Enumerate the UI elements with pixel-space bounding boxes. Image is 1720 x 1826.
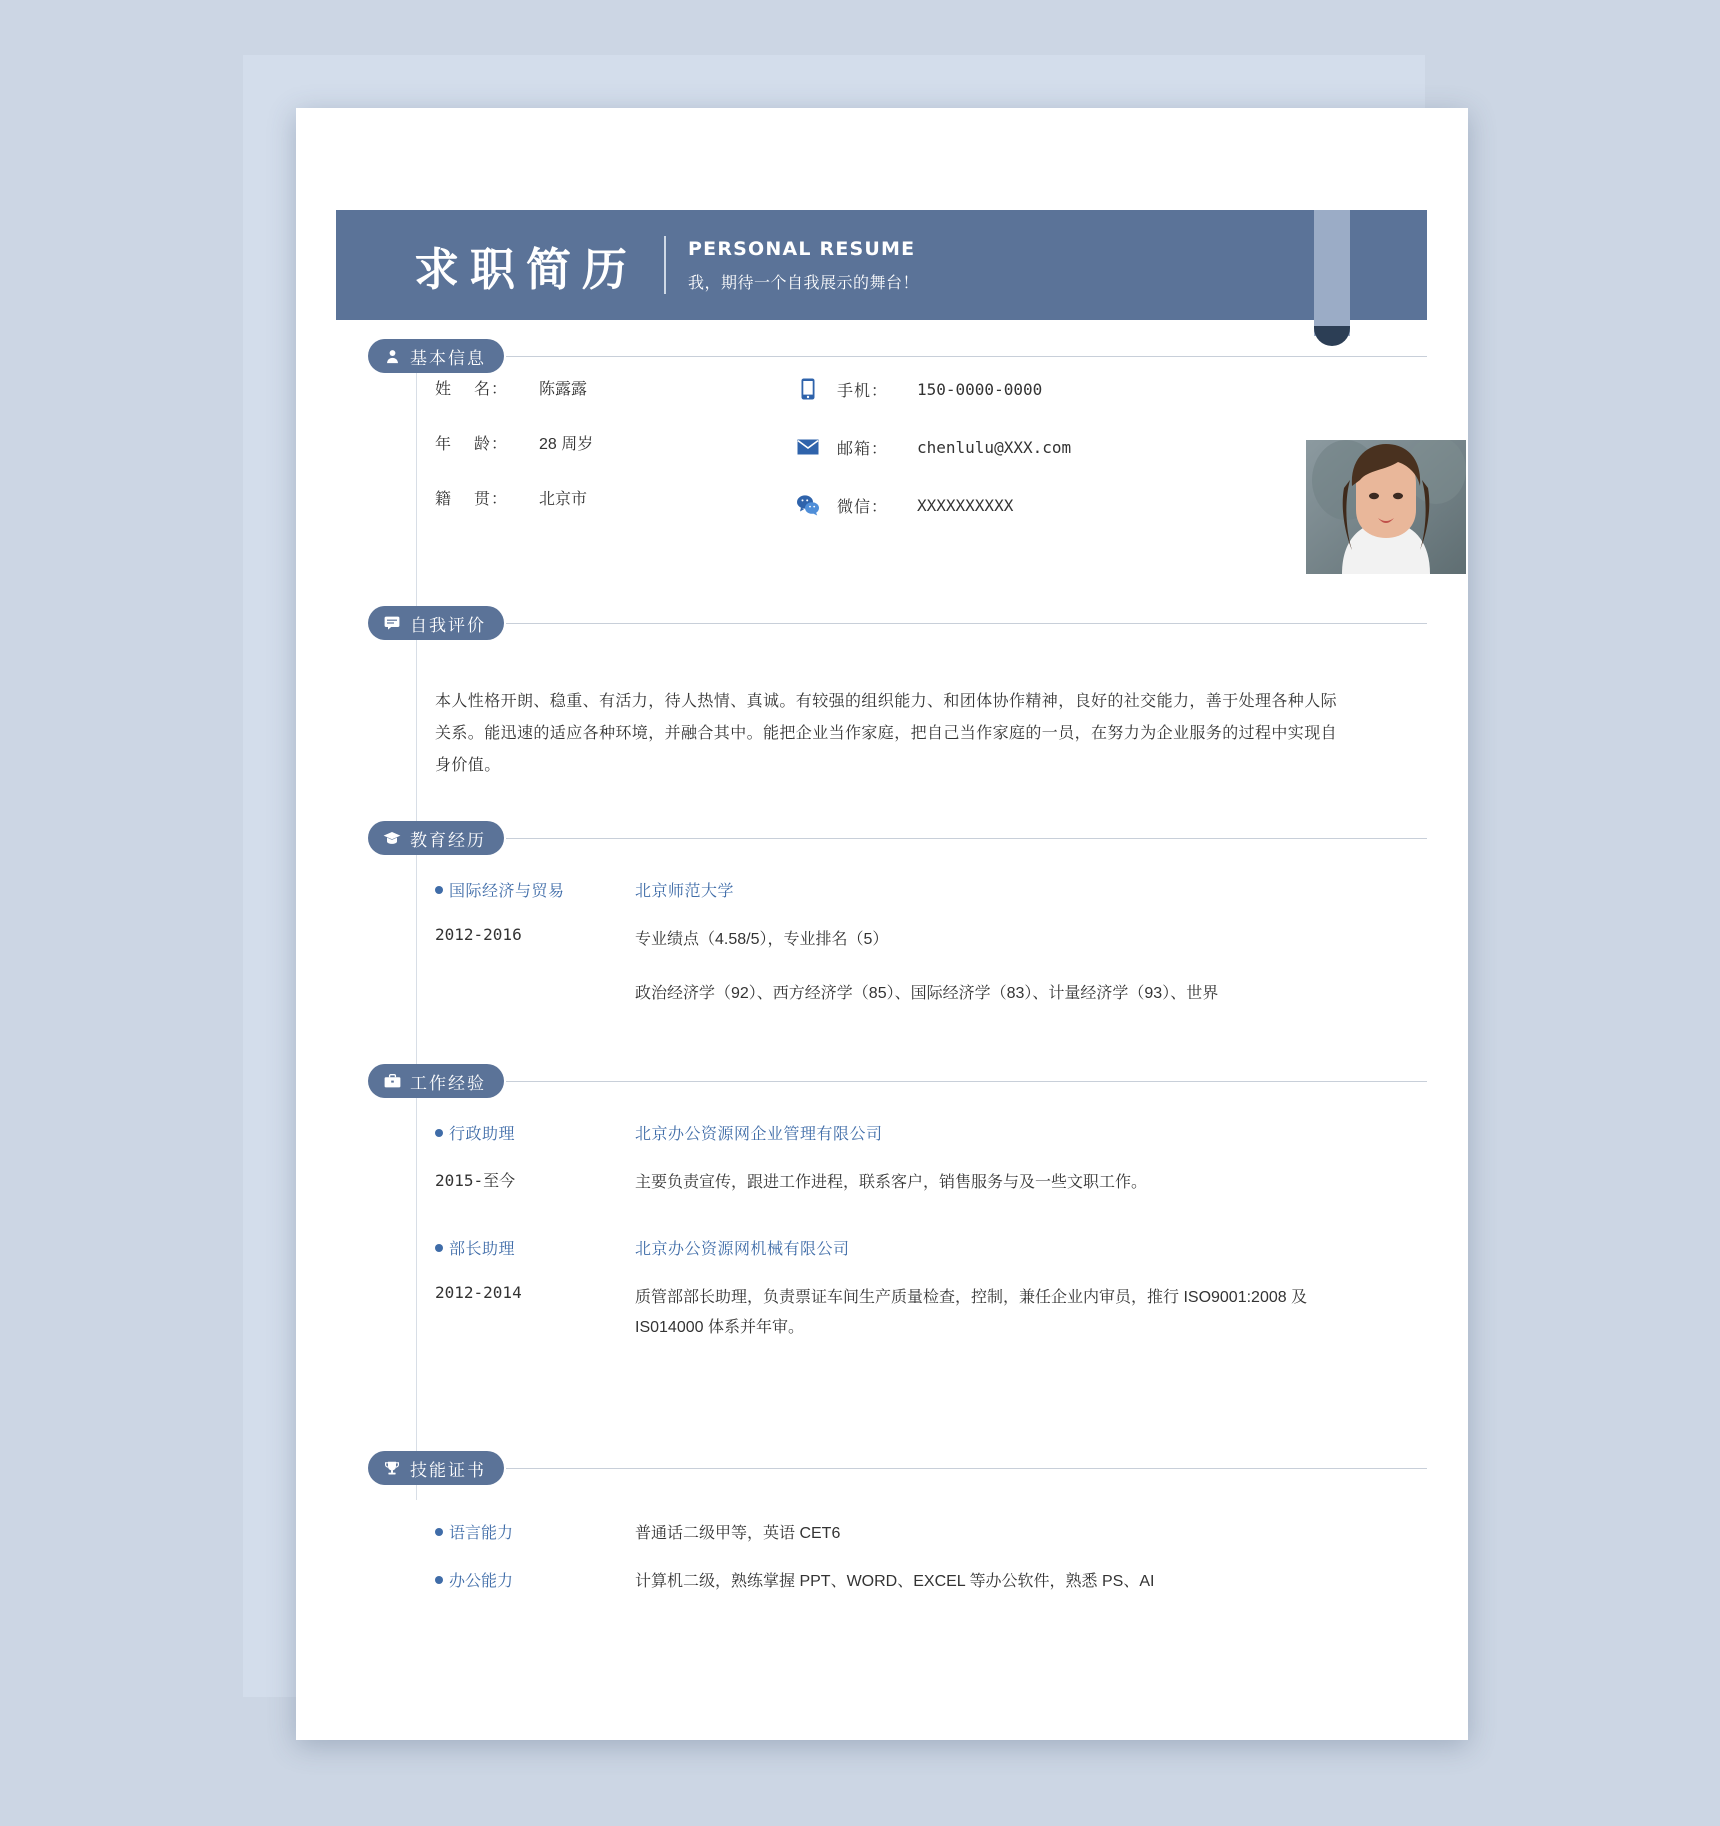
section-label-skills: 技能证书 xyxy=(410,1460,486,1480)
contact-email-value: chenlulu@XXX.com xyxy=(917,437,1072,457)
page-title: 求职简历 xyxy=(414,242,639,296)
work-entry-left xyxy=(435,1121,635,1198)
bullet-dot-icon xyxy=(435,886,443,894)
section-label-self-eval: 自我评价 xyxy=(410,615,486,635)
work-entry xyxy=(435,1121,1355,1198)
header-subtitle-en: PERSONAL RESUME xyxy=(688,237,916,260)
header-divider xyxy=(664,236,666,294)
bullet-dot-icon xyxy=(435,1576,443,1584)
section-rule-skills xyxy=(506,1468,1427,1469)
avatar xyxy=(1306,440,1466,574)
education-entry-left xyxy=(435,878,635,1010)
contact-phone-value: 150-0000-0000 xyxy=(917,379,1043,399)
bullet-dot-icon xyxy=(435,1528,443,1536)
section-rule-self-eval xyxy=(506,623,1427,624)
field-age-value: 28 周岁 xyxy=(539,436,594,453)
skill-row-office xyxy=(435,1568,1355,1591)
section-pill-self-eval xyxy=(368,606,504,640)
field-hometown-value: 北京市 xyxy=(539,491,588,508)
education-school: 北京师范大学 xyxy=(635,883,735,900)
education-courses-line: 政治经济学（92）、西方经济学（85）、国际经济学（83）、计量经济学（93）、世界 xyxy=(635,985,1219,1003)
section-rule-work xyxy=(506,1081,1427,1082)
section-rule-basic xyxy=(506,356,1427,357)
education-entry xyxy=(435,878,1355,1010)
wechat-icon xyxy=(795,492,821,518)
work-date: 2015-至今 xyxy=(435,1171,516,1190)
skill-value-office: 计算机二级，熟练掌握 PPT、WORD、EXCEL 等办公软件，熟悉 PS、AI xyxy=(635,1573,1155,1590)
bullet-dot-icon xyxy=(435,1129,443,1137)
skill-value-language: 普通话二级甲等，英语 CET6 xyxy=(635,1525,841,1542)
header-ribbon xyxy=(1314,210,1350,336)
section-header-basic xyxy=(368,339,1427,373)
field-name-value: 陈露露 xyxy=(539,381,588,398)
bullet-dot-icon xyxy=(435,1244,443,1252)
section-pill-basic xyxy=(368,339,504,373)
section-pill-work xyxy=(368,1064,504,1098)
work-entry-right xyxy=(635,1121,1355,1198)
graduation-cap-icon xyxy=(382,828,402,848)
trophy-icon xyxy=(382,1458,402,1478)
education-major xyxy=(435,878,635,901)
contact-email-label: 邮箱： xyxy=(837,440,889,458)
section-header-work xyxy=(368,1064,1427,1098)
basic-info-contacts xyxy=(795,376,1195,550)
contact-wechat xyxy=(795,492,1195,518)
comment-icon xyxy=(382,613,402,633)
work-position-label: 行政助理 xyxy=(449,1126,516,1143)
field-age-label: 年 龄： xyxy=(435,436,509,453)
work-company: 北京办公资源网企业管理有限公司 xyxy=(635,1126,883,1143)
contact-wechat-value: XXXXXXXXXX xyxy=(917,495,1014,515)
skill-label-language-text: 语言能力 xyxy=(449,1525,514,1542)
work-company: 北京办公资源网机械有限公司 xyxy=(635,1241,850,1258)
user-icon xyxy=(382,346,402,366)
envelope-icon xyxy=(795,434,821,460)
education-date: 2012-2016 xyxy=(435,925,522,944)
basic-info-fields xyxy=(435,376,765,541)
section-label-basic: 基本信息 xyxy=(410,348,486,368)
field-age xyxy=(435,431,765,454)
skill-label-office-text: 办公能力 xyxy=(449,1573,514,1590)
work-position xyxy=(435,1236,635,1259)
contact-email xyxy=(795,434,1195,460)
work-description: 质管部部长助理，负责票证车间生产质量检查，控制，兼任企业内审员，推行 ISO9001:2008 及 IS014000 体系并年审。 xyxy=(635,1289,1308,1337)
header-subtitle-cn: 我，期待一个自我展示的舞台！ xyxy=(688,274,920,292)
mobile-phone-icon xyxy=(795,376,821,402)
work-description: 主要负责宣传，跟进工作进程，联系客户，销售服务与及一些文职工作。 xyxy=(635,1174,1148,1191)
work-date: 2012-2014 xyxy=(435,1283,522,1302)
education-major-label: 国际经济与贸易 xyxy=(449,883,565,900)
contact-phone xyxy=(795,376,1195,402)
field-hometown xyxy=(435,486,765,509)
skill-label-language xyxy=(435,1520,635,1543)
work-position-label: 部长助理 xyxy=(449,1241,516,1258)
skill-row-language xyxy=(435,1520,1355,1543)
section-label-work: 工作经验 xyxy=(410,1073,486,1093)
work-entry xyxy=(435,1236,1355,1344)
work-entry-left xyxy=(435,1236,635,1344)
section-label-education: 教育经历 xyxy=(410,830,486,850)
section-pill-education xyxy=(368,821,504,855)
work-entry-right xyxy=(635,1236,1355,1344)
field-hometown-label: 籍 贯： xyxy=(435,491,509,508)
education-gpa-line: 专业绩点（4.58/5），专业排名（5） xyxy=(635,931,889,948)
field-name-label: 姓 名： xyxy=(435,381,509,398)
contact-wechat-label: 微信： xyxy=(837,498,889,516)
section-rule-education xyxy=(506,838,1427,839)
resume-header-banner xyxy=(336,210,1427,320)
briefcase-icon xyxy=(382,1071,402,1091)
work-position xyxy=(435,1121,635,1144)
skill-label-office xyxy=(435,1568,635,1591)
section-header-skills xyxy=(368,1451,1427,1485)
resume-page xyxy=(296,108,1468,1740)
section-header-education xyxy=(368,821,1427,855)
timeline-spine xyxy=(416,340,417,1500)
section-header-self-eval xyxy=(368,606,1427,640)
field-name xyxy=(435,376,765,399)
contact-phone-label: 手机： xyxy=(837,382,889,400)
self-evaluation-text: 本人性格开朗、稳重、有活力，待人热情、真诚。有较强的组织能力、和团体协作精神，良好的社交能力，善于处理各种人际关系。能迅速的适应各种环境，并融合其中。能把企业当作家庭，把自己当作家庭的一员，在努力为企业服务的过程中实现自身价值。 xyxy=(435,693,1338,774)
education-entry-right xyxy=(635,878,1355,1010)
section-pill-skills xyxy=(368,1451,504,1485)
